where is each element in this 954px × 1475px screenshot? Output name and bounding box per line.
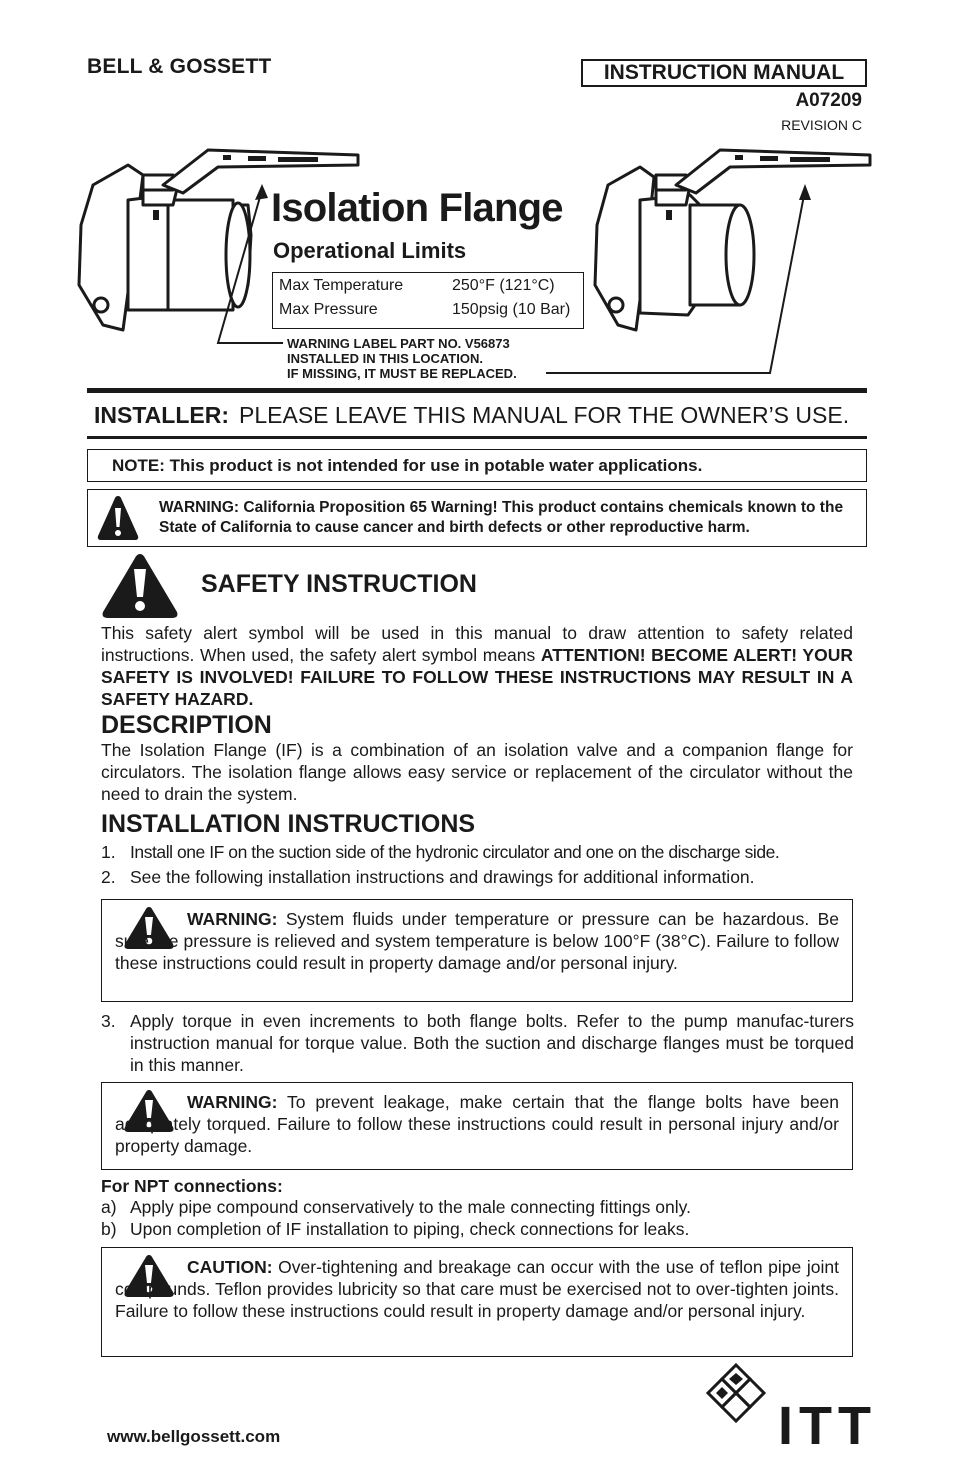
list-number: b) [101,1219,117,1239]
warning-text [115,908,839,974]
prop65-text: WARNING: California Proposition 65 Warning! This product contains chemicals known to the State of California to cause cancer and birth defects or other reproductive harm. [159,499,844,536]
safety-alert-text: ATTENTION! BECOME ALERT! YOUR SAFETY IS INVOLVED! FAILURE TO FOLLOW THESE INSTRUCTIONS MAY RESULT IN A SAFETY HAZARD. [101,645,853,709]
warning-label: WARNING: [187,1092,278,1112]
caution-box [101,1247,853,1357]
list-number: 2. [101,867,116,887]
manual-label: INSTRUCTION MANUAL [581,59,867,87]
installation-title: INSTALLATION INSTRUCTIONS [101,810,476,838]
installer-label: INSTALLER: [94,402,230,428]
limit-label: Max Pressure [279,301,378,318]
safety-text: This safety alert symbol will be used in this manual to draw attention to safety related instructions. When used, the safety alert symbol means [101,623,853,665]
list-item [101,1196,861,1218]
list-text: Upon completion of IF installation to piping, check connections for leaks. [130,1219,690,1239]
installer-banner [94,402,849,429]
list-item [101,841,861,863]
npt-title: For NPT connections: [101,1176,283,1196]
note-box: NOTE: This product is not intended for use in potable water applications. [87,449,867,482]
safety-title: SAFETY INSTRUCTION [201,570,477,598]
description-title: DESCRIPTION [101,711,272,739]
warning-body: To prevent leakage, make certain that the flange bolts have been adequately torqued. Failure to follow these instructions could result in personal injury and/or property damage. [115,1092,840,1156]
list-number: a) [101,1197,117,1217]
document-number: A07209 [795,90,862,111]
itt-wordmark: ITT [778,1396,877,1456]
warning-label-callout [287,336,517,381]
callout-line: WARNING LABEL PART NO. V56873 [287,336,510,351]
limits-title: Operational Limits [273,238,467,263]
warning-triangle-icon [100,552,180,620]
warning-body: System fluids under temperature or pressure can be hazardous. Be sure the pressure is relieved and system temperature is below 100°F (38°C). Failure to follow these instructions could result in property damage and/or personal injury. [115,909,839,973]
warning-box-temperature [101,899,853,1002]
callout-line: INSTALLED IN THIS LOCATION. [287,351,483,366]
limit-value: 250°F (121°C) [452,277,555,294]
warning-triangle-icon [96,494,140,542]
list-item [101,866,861,888]
divider-thick [87,388,867,393]
revision-label: REVISION C [781,117,862,133]
caution-text [115,1256,839,1322]
product-title: Isolation Flange [271,186,563,230]
list-text: Apply pipe compound conservatively to the male connecting fittings only. [130,1197,691,1217]
description-text: The Isolation Flange (IF) is a combination of an isolation valve and a companion flange for circulators. The isolation flange allows easy service or replacement of the circulator without the need to drain the system. [101,740,853,804]
list-text: Apply torque in even increments to both flange bolts. Refer to the pump manufac-turers instruction manual for torque value. Both the suction and discharge flanges must be torqued in this manner. [130,1011,854,1075]
divider-thin [87,436,867,439]
limit-value: 150psig (10 Bar) [452,301,571,318]
list-text: Install one IF on the suction side of the hydronic circulator and one on the discharge side. [130,842,780,862]
installer-text: PLEASE LEAVE THIS MANUAL FOR THE OWNER’S USE. [239,402,850,428]
brand-name: BELL & GOSSETT [87,55,272,78]
warning-box-leakage [101,1082,853,1170]
list-number: 3. [101,1011,116,1031]
list-number: 1. [101,842,116,862]
website-link[interactable]: www.bellgossett.com [107,1427,281,1446]
itt-logo-icon [705,1362,767,1424]
list-item [101,1218,861,1240]
caution-body: Over-tightening and breakage can occur with the use of teflon pipe joint compounds. Teflon provides lubricity so that care must be exercised not to over-tighten joints. Failure to follow these instructions could result in property damage and/or personal injury. [115,1257,839,1321]
callout-line: IF MISSING, IT MUST BE REPLACED. [287,366,517,381]
limits-table [272,272,584,329]
list-text: See the following installation instructions and drawings for additional information. [130,867,755,887]
caution-label: CAUTION: [187,1257,273,1277]
list-item [101,1010,861,1076]
warning-text [115,1091,839,1157]
warning-label: WARNING: [187,909,278,929]
prop65-warning-box [87,489,867,547]
safety-paragraph [101,622,853,710]
limit-label: Max Temperature [279,277,404,294]
